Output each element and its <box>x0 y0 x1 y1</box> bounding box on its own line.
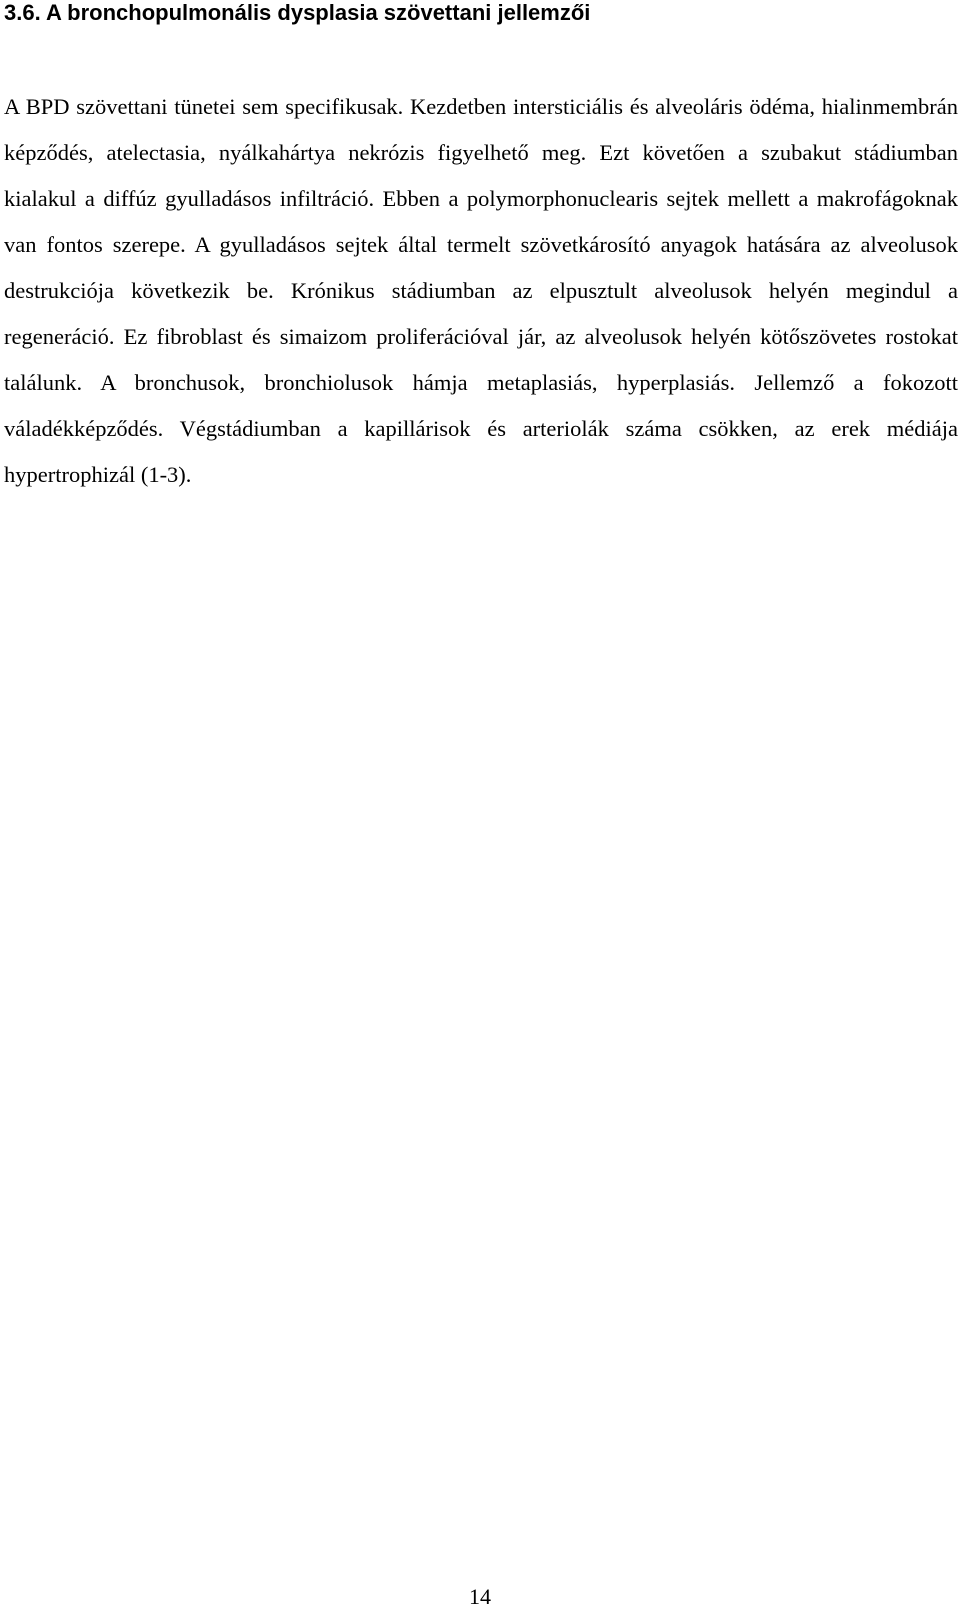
section-heading: 3.6. A bronchopulmonális dysplasia szövettani jellemzői <box>4 0 591 25</box>
page-number: 14 <box>469 1584 491 1609</box>
body-paragraph: A BPD szövettani tünetei sem specifikusak. Kezdetben intersticiális és alveoláris ödéma, hialinmembrán képződés, atelectasia, nyálkahártya nekrózis figyelhető meg. Ezt követően a szubakut stádiumban kialakul a diffúz gyulladásos infiltráció. Ebben a polymorphonuclearis sejtek mellett a makrofágoknak van fontos szerepe. A gyulladásos sejtek által termelt szövetkárosító anyagok hatására az alveolusok destrukciója következik be. Krónikus stádiumban az elpusztult alveolusok helyén megindul a regeneráció. Ez fibroblast és simaizom proliferációval jár, az alveolusok helyén kötőszövetes rostokat találunk. A bronchusok, bronchiolusok hámja metaplasiás, hyperplasiás. Jellemző a fokozott váladékképződés. Végstádiumban a kapillárisok és arteriolák száma csökken, az erek médiája hypertrophizál (1-3). <box>4 94 958 487</box>
